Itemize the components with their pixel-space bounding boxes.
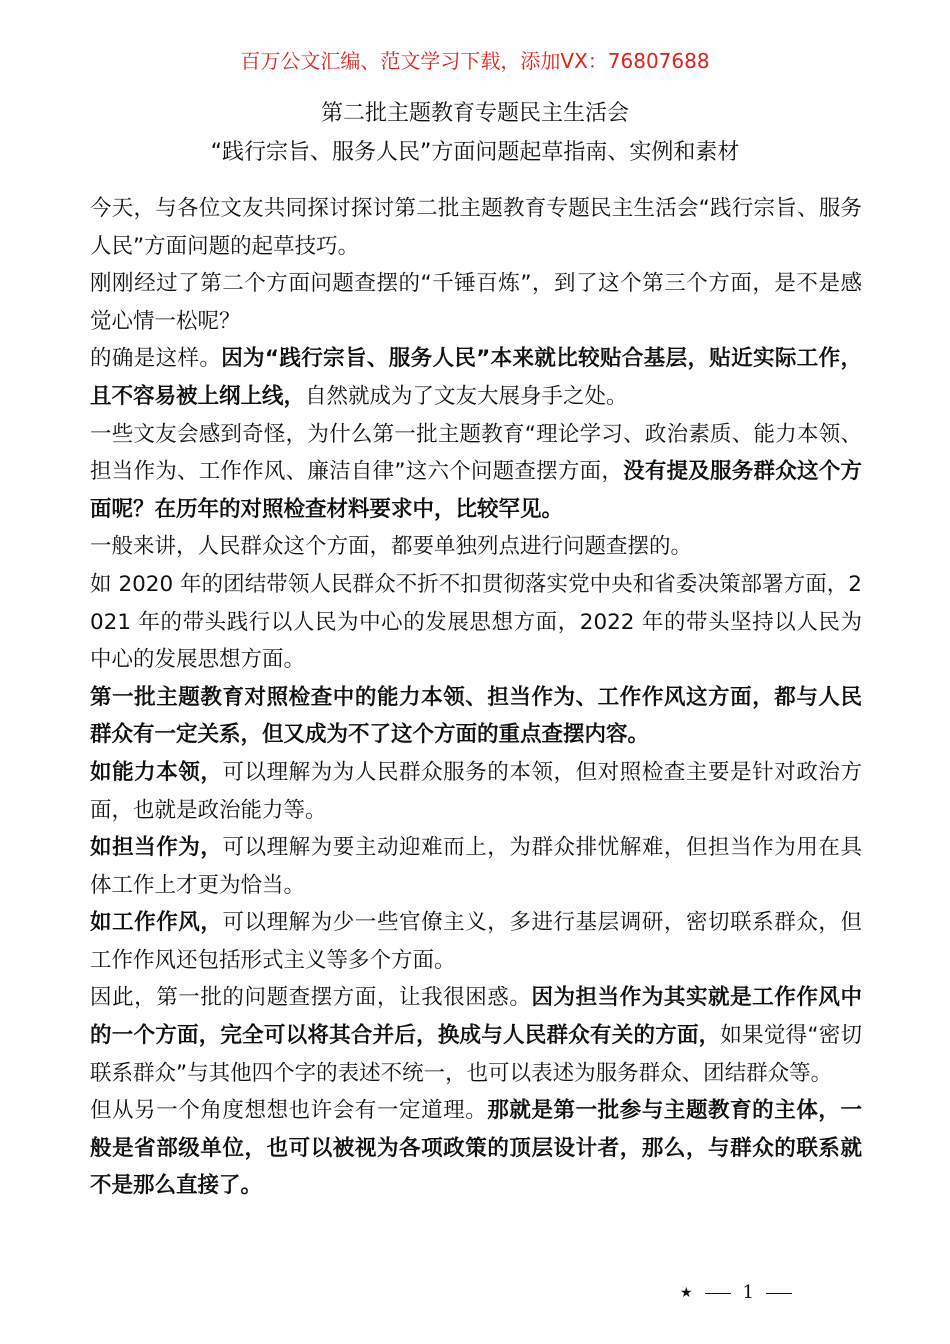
footer-dash-right xyxy=(766,1293,792,1294)
text-run: 可以理解为要主动迎难而上，为群众排忧解难，但担当作为用在具体工作上才更为恰当。 xyxy=(90,835,862,898)
paragraph xyxy=(90,1092,862,1205)
text-run: 可以理解为为人民群众服务的本领，但对照检查主要是针对政治方面，也就是政治能力等。 xyxy=(90,759,862,823)
bold-text-run: 如能力本领， xyxy=(90,759,223,785)
paragraph xyxy=(90,340,862,415)
text-run: 一般来讲，人民群众这个方面，都要单独列点进行问题查摆的。 xyxy=(90,534,693,560)
paragraph xyxy=(90,265,862,340)
paragraph xyxy=(90,904,862,979)
paragraph xyxy=(90,754,862,829)
bold-text-run: 如工作作风， xyxy=(90,910,223,936)
text-run: 如果觉得“密切联系群众”与其他四个字的表述不统一，也可以表述为服务群众、团结群众等。 xyxy=(90,1023,862,1086)
bold-text-run: 第一批主题教育对照检查中的能力本领、担当作为、工作作风这方面，都与人民 群众有一定关系，但又成为不了这个方面的重点查摆内容。 xyxy=(90,684,862,748)
paragraph xyxy=(90,190,862,265)
text-run: 的确是这样。 xyxy=(90,346,222,372)
bold-text-run: 因为担当作为其实就是工作作风中的一个方面，完全可以将其合并后，换成与人民群众有关的方面， xyxy=(90,985,862,1049)
text-run: 但从另一个角度想想也许会有一定道理。 xyxy=(90,1098,488,1124)
bold-text-run: 如担当作为， xyxy=(90,835,223,861)
text-run: 自然就成为了文友大展身手之处。 xyxy=(305,383,628,409)
document-body xyxy=(90,190,862,1205)
text-run: 如 2020 年的团结带领人民群众不折不扣贯彻落实党中央和省委决策部署方面，2021 年的带头践行以人民为中心的发展思想方面，2022 年的带头坚持以人民为中心的发展思想方面。 xyxy=(90,571,862,673)
text-run: 可以理解为少一些官僚主义，多进行基层调研，密切联系群众，但工作作风还包括形式主义等多个方面。 xyxy=(90,910,862,973)
page-footer xyxy=(680,1280,792,1306)
text-run: 一些文友会感到奇怪，为什么第一批主题教育“理论学习、政治素质、能力本领、担当作为、工作作风、廉洁自律”这六个问题查摆方面， xyxy=(90,421,862,485)
text-run: 刚刚经过了第二个方面问题查摆的“千锤百炼”，到了这个第三个方面，是不是感觉心情一松呢？ xyxy=(90,271,862,334)
paragraph xyxy=(90,528,862,566)
page-number: 1 xyxy=(742,1282,754,1303)
bold-text-run: 那就是第一批参与主题教育的主体，一般是省部级单位，也可以被视为各项政策的顶层设计者，那么，与群众的联系就不是那么直接了。 xyxy=(90,1098,862,1199)
paragraph xyxy=(90,679,862,754)
bold-text-run: 因为“践行宗旨、服务人民”本来就比较贴合基层，贴近实际工作，且不容易被上纲上线， xyxy=(90,346,862,409)
paragraph xyxy=(90,566,862,679)
document-subtitle: “践行宗旨、服务人民”方面问题起草指南、实例和素材 xyxy=(210,140,740,165)
footer-dash-left xyxy=(705,1293,731,1294)
text-run: 今天，与各位文友共同探讨探讨第二批主题教育专题民主生活会“践行宗旨、服务人民”方面问题的起草技巧。 xyxy=(90,196,862,259)
star-icon: ★ xyxy=(679,1285,693,1301)
paragraph xyxy=(90,979,862,1092)
bold-text-run: 没有提及服务群众这个方面呢？在历年的对照检查材料要求中，比较罕见。 xyxy=(90,459,862,522)
document-title: 第二批主题教育专题民主生活会 xyxy=(320,101,629,126)
paragraph xyxy=(90,416,862,529)
text-run: 因此，第一批的问题查摆方面，让我很困惑。 xyxy=(90,985,532,1011)
header-note: 百万公文汇编、范文学习下载，添加VX：76807688 xyxy=(240,49,710,73)
paragraph xyxy=(90,829,862,904)
